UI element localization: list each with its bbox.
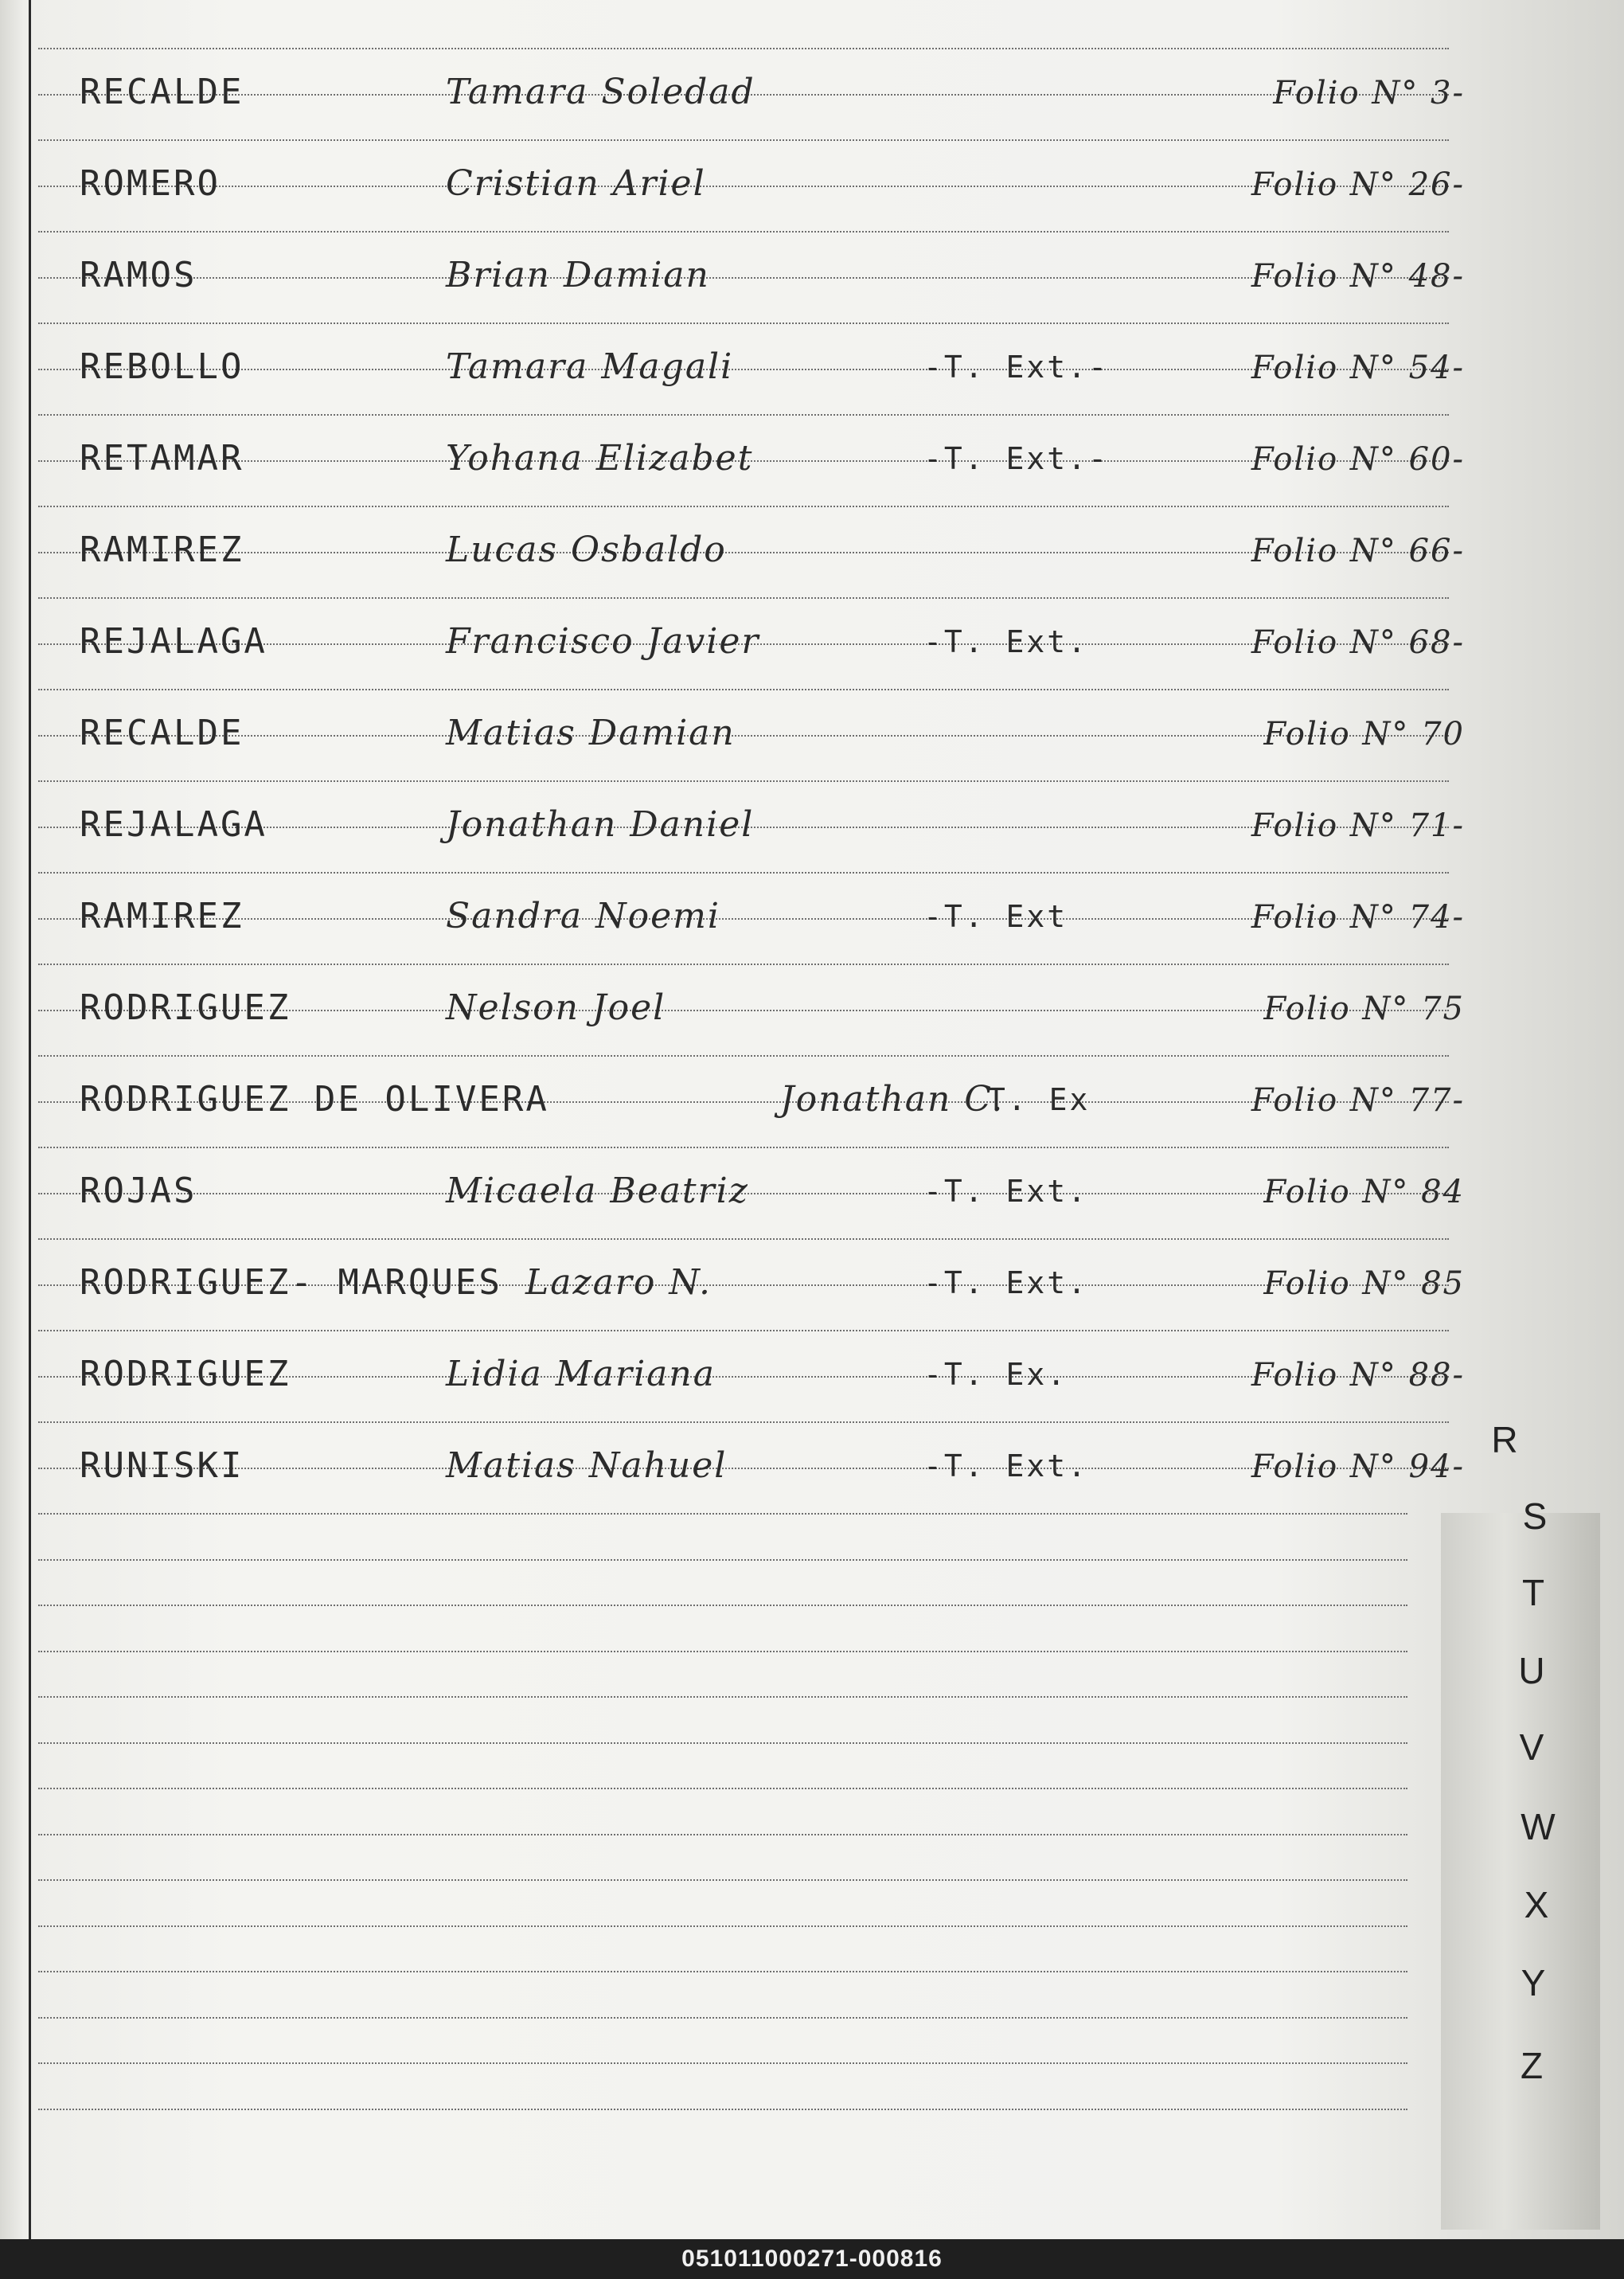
given-name: Micaela Beatriz bbox=[446, 1171, 749, 1211]
ruled-line bbox=[38, 1834, 1407, 1835]
surname: RODRIGUEZ bbox=[80, 987, 291, 1028]
note: -T. Ext. bbox=[923, 1174, 1089, 1209]
given-name: Matias Damian bbox=[446, 713, 736, 753]
note: -T. Ext bbox=[923, 899, 1068, 934]
note: -T. Ext.- bbox=[923, 350, 1109, 385]
ruled-line bbox=[38, 1879, 1407, 1881]
tab-v[interactable]: V bbox=[1519, 1726, 1544, 1768]
given-name: Jonathan C. bbox=[780, 1079, 1005, 1120]
ruled-line bbox=[38, 1788, 1407, 1789]
note: -T. Ext. bbox=[923, 1448, 1089, 1484]
folio-number: Folio N° 68- bbox=[1251, 624, 1465, 661]
surname: REJALAGA bbox=[80, 804, 267, 845]
list-item bbox=[80, 880, 1481, 944]
ruled-line bbox=[38, 48, 1449, 49]
list-item bbox=[80, 239, 1481, 303]
given-name: Tamara Magali bbox=[446, 346, 734, 387]
given-name: Matias Nahuel bbox=[446, 1445, 728, 1486]
list-item bbox=[80, 422, 1481, 486]
folio-number: Folio N° 70 bbox=[1263, 716, 1465, 752]
note: -T. Ext. bbox=[923, 624, 1089, 659]
given-name: Lucas Osbaldo bbox=[446, 530, 727, 570]
tab-z[interactable]: Z bbox=[1520, 2045, 1544, 2086]
tab-s[interactable]: S bbox=[1522, 1495, 1548, 1537]
given-name: Lazaro N. bbox=[525, 1262, 712, 1303]
surname: ROJAS bbox=[80, 1171, 197, 1211]
tab-r[interactable]: R bbox=[1491, 1419, 1518, 1460]
margin-line bbox=[29, 0, 31, 2239]
given-name: Cristian Ariel bbox=[446, 163, 706, 204]
folio-number: Folio N° 54- bbox=[1251, 350, 1465, 386]
surname: RODRIGUEZ DE OLIVERA bbox=[80, 1079, 549, 1120]
note: -T. Ex. bbox=[923, 1357, 1068, 1392]
surname: RETAMAR bbox=[80, 438, 244, 479]
tab-x[interactable]: X bbox=[1524, 1884, 1549, 1925]
given-name: Yohana Elizabet bbox=[446, 438, 754, 479]
folio-number: Folio N° 75 bbox=[1263, 991, 1465, 1027]
entry-list bbox=[80, 56, 1481, 1521]
folio-number: Folio N° 85 bbox=[1263, 1265, 1465, 1302]
tab-t[interactable]: T bbox=[1521, 1572, 1545, 1613]
given-name: Nelson Joel bbox=[446, 987, 666, 1028]
surname: RAMOS bbox=[80, 255, 197, 295]
list-item bbox=[80, 1429, 1481, 1493]
surname: REBOLLO bbox=[80, 346, 244, 387]
folio-number: Folio N° 71- bbox=[1251, 807, 1465, 844]
list-item bbox=[80, 1338, 1481, 1401]
list-item bbox=[80, 605, 1481, 669]
folio-number: Folio N° 26- bbox=[1251, 166, 1465, 203]
list-item bbox=[80, 147, 1481, 211]
footer-bar bbox=[0, 2239, 1624, 2279]
note: -T. Ext. bbox=[923, 1265, 1089, 1300]
tab-u[interactable]: U bbox=[1518, 1650, 1545, 1691]
given-name: Brian Damian bbox=[446, 255, 710, 295]
ruled-line bbox=[38, 1696, 1407, 1698]
surname: RAMIREZ bbox=[80, 896, 244, 936]
folio-number: Folio N° 60- bbox=[1251, 441, 1465, 478]
surname: RECALDE bbox=[80, 72, 244, 112]
ruled-line bbox=[38, 2062, 1407, 2064]
ruled-line bbox=[38, 1925, 1407, 1927]
note: T. Ex bbox=[987, 1082, 1091, 1117]
tab-w[interactable]: W bbox=[1521, 1806, 1556, 1847]
surname: ROMERO bbox=[80, 163, 221, 204]
list-item bbox=[80, 1063, 1481, 1127]
folio-number: Folio N° 84 bbox=[1263, 1174, 1465, 1210]
ruled-line bbox=[38, 1605, 1407, 1606]
surname: RODRIGUEZ- MARQUES bbox=[80, 1262, 502, 1303]
given-name: Sandra Noemi bbox=[446, 896, 720, 936]
folio-number: Folio N° 48- bbox=[1251, 258, 1465, 295]
ruled-line bbox=[38, 2017, 1407, 2019]
folio-number: Folio N° 66- bbox=[1251, 533, 1465, 569]
surname: RUNISKI bbox=[80, 1445, 244, 1486]
list-item bbox=[80, 971, 1481, 1035]
note: -T. Ext.- bbox=[923, 441, 1109, 476]
list-item bbox=[80, 1246, 1481, 1310]
folio-number: Folio N° 77- bbox=[1251, 1082, 1465, 1119]
ruled-line bbox=[38, 2109, 1407, 2110]
ruled-line bbox=[38, 1971, 1407, 1972]
surname: REJALAGA bbox=[80, 621, 267, 662]
tab-y[interactable]: Y bbox=[1521, 1962, 1546, 2003]
surname: RODRIGUEZ bbox=[80, 1354, 291, 1394]
list-item bbox=[80, 1155, 1481, 1218]
folio-number: Folio N° 3- bbox=[1273, 75, 1465, 111]
list-item bbox=[80, 788, 1481, 852]
surname: RECALDE bbox=[80, 713, 244, 753]
given-name: Lidia Mariana bbox=[446, 1354, 716, 1394]
list-item bbox=[80, 56, 1481, 119]
document-id: 051011000271-000816 bbox=[681, 2246, 943, 2272]
ruled-line bbox=[38, 1742, 1407, 1744]
folio-number: Folio N° 74- bbox=[1251, 899, 1465, 936]
list-item bbox=[80, 514, 1481, 577]
ruled-line bbox=[38, 1651, 1407, 1652]
given-name: Tamara Soledad bbox=[446, 72, 755, 112]
folio-number: Folio N° 88- bbox=[1251, 1357, 1465, 1394]
folio-number: Folio N° 94- bbox=[1251, 1448, 1465, 1485]
given-name: Francisco Javier bbox=[446, 621, 760, 662]
given-name: Jonathan Daniel bbox=[446, 804, 755, 845]
surname: RAMIREZ bbox=[80, 530, 244, 570]
list-item bbox=[80, 330, 1481, 394]
alphabet-tabs bbox=[1457, 1401, 1576, 2198]
ruled-line bbox=[38, 1559, 1407, 1561]
list-item bbox=[80, 697, 1481, 760]
